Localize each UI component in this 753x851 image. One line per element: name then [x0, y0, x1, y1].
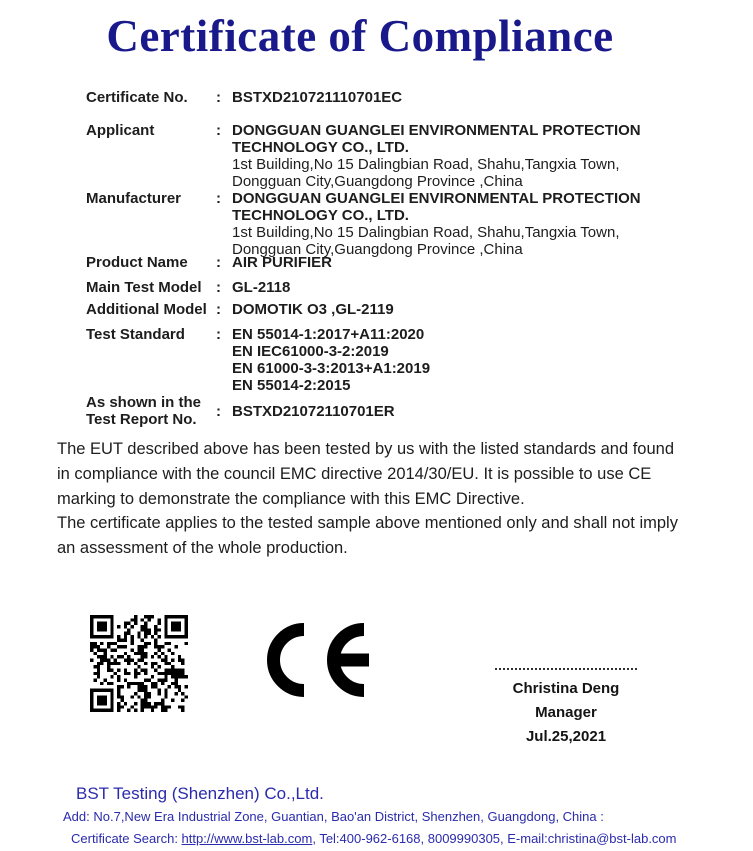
- product-name-label: Product Name: [86, 254, 188, 271]
- colon-separator: :: [216, 254, 221, 271]
- row-test-standard: [86, 326, 702, 394]
- row-applicant: [86, 122, 702, 190]
- additional-model-label: Additional Model: [86, 301, 207, 318]
- certificate-search-label: Certificate Search:: [71, 831, 182, 846]
- colon-separator: :: [216, 402, 221, 420]
- row-product-name: [86, 254, 702, 271]
- test-standard-line: EN 55014-2:2015: [232, 377, 351, 394]
- product-name-value: AIR PURIFIER: [232, 254, 333, 271]
- main-test-model-label: Main Test Model: [86, 279, 202, 296]
- test-standard-line: EN 61000-3-3:2013+A1:2019: [232, 360, 431, 377]
- applicant-label: Applicant: [86, 122, 155, 139]
- test-report-no-label-line1: As shown in the: [86, 394, 202, 411]
- statement-line: an assessment of the whole production.: [57, 539, 348, 558]
- manufacturer-address-line1: 1st Building,No 15 Dalingbian Road, Shahu,Tangxia Town,: [232, 224, 620, 241]
- applicant-company-line1: DONGGUAN GUANGLEI ENVIRONMENTAL PROTECTION: [232, 122, 641, 139]
- row-test-report-no: [86, 394, 702, 428]
- row-manufacturer: [86, 190, 702, 258]
- certificate-no-label: Certificate No.: [86, 89, 188, 106]
- statement-line: in compliance with the council EMC directive 2014/30/EU. It is possible to use CE: [57, 464, 652, 483]
- row-additional-model: [86, 301, 702, 318]
- colon-separator: :: [216, 122, 221, 139]
- test-standard-line: EN 55014-1:2017+A11:2020: [232, 326, 425, 343]
- row-main-test-model: [86, 279, 702, 296]
- additional-model-value: DOMOTIK O3 ,GL-2119: [232, 301, 394, 318]
- manufacturer-company-line2: TECHNOLOGY CO., LTD.: [232, 207, 409, 224]
- lab-company-name: BST Testing (Shenzhen) Co.,Ltd.: [76, 784, 324, 803]
- qr-code: [90, 615, 188, 712]
- applicant-company-line2: TECHNOLOGY CO., LTD.: [232, 139, 409, 156]
- manufacturer-company-line1: DONGGUAN GUANGLEI ENVIRONMENTAL PROTECTION: [232, 190, 641, 207]
- applicant-address-line2: Dongguan City,Guangdong Province ,China: [232, 173, 523, 190]
- certificate-no-value: BSTXD210721110701EC: [232, 89, 403, 106]
- main-test-model-value: GL-2118: [232, 279, 291, 296]
- colon-separator: :: [216, 326, 221, 343]
- colon-separator: :: [216, 190, 221, 207]
- colon-separator: :: [216, 89, 221, 106]
- signature-date: Jul.25,2021: [525, 728, 607, 745]
- manufacturer-address-line2: Dongguan City,Guangdong Province ,China: [232, 241, 523, 258]
- applicant-value: [232, 122, 702, 190]
- applicant-address-line1: 1st Building,No 15 Dalingbian Road, Shahu,Tangxia Town,: [232, 156, 620, 173]
- test-standard-value: [232, 326, 702, 394]
- certificate-fields: [86, 89, 702, 428]
- signatory-name: Christina Deng: [512, 680, 620, 697]
- page-title: Certificate of Compliance: [106, 11, 614, 61]
- test-report-no-value: BSTXD21072110701ER: [232, 402, 395, 420]
- lab-contact-details: , Tel:400-962-6168, 8009990305, E-mail:christina@bst-lab.com: [312, 831, 677, 846]
- statement-line: The EUT described above has been tested by us with the listed standards and found: [57, 440, 675, 458]
- ce-marking-icon: [327, 622, 373, 698]
- manufacturer-value: [232, 190, 702, 258]
- statement-line: marking to demonstrate the compliance with this EMC Directive.: [57, 489, 525, 508]
- colon-separator: :: [216, 279, 221, 296]
- manufacturer-label: Manufacturer: [86, 190, 182, 207]
- test-report-no-label: [86, 394, 216, 428]
- colon-separator: :: [216, 301, 221, 318]
- ce-marking-icon: [267, 622, 313, 698]
- signature-block: [476, 668, 656, 749]
- certificate-search-link[interactable]: http://www.bst-lab.com: [181, 831, 313, 846]
- test-standard-label: Test Standard: [86, 326, 185, 343]
- lab-contact-line: [71, 831, 753, 847]
- row-certificate-no: [86, 89, 702, 106]
- test-standard-line: EN IEC61000-3-2:2019: [232, 343, 389, 360]
- signatory-title: Manager: [535, 704, 597, 721]
- footer: [0, 784, 753, 847]
- statement-line: The certificate applies to the tested sample above mentioned only and shall not imply: [57, 514, 678, 533]
- compliance-statement: [57, 437, 709, 561]
- signature-dotted-line: [495, 668, 637, 670]
- test-report-no-label-line2: Test Report No.: [86, 411, 197, 428]
- lab-address: Add: No.7,New Era Industrial Zone, Guantian, Bao'an District, Shenzhen, Guangdong, China :: [63, 809, 604, 824]
